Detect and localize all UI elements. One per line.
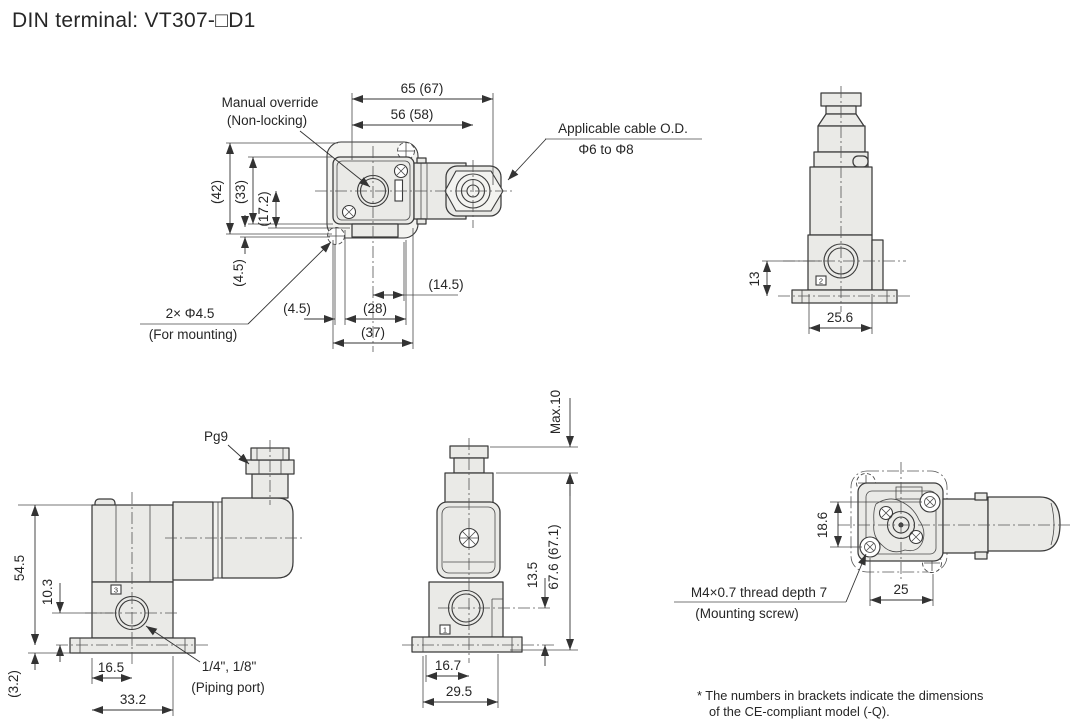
dim-16-7 [426, 655, 469, 682]
footnote [697, 688, 983, 719]
mounting-flange [412, 637, 522, 652]
label-pg9 [204, 429, 249, 464]
coil-tab [975, 552, 987, 559]
indicator-slot [395, 180, 403, 201]
dim-56-58 [352, 107, 473, 125]
dim-4-5-vertical [231, 215, 330, 287]
dim-text: 29.5 [445, 684, 473, 699]
svg-text:Φ6 to Φ8: Φ6 to Φ8 [578, 142, 634, 157]
dim-3-2 [6, 631, 72, 698]
leader-line [846, 554, 866, 602]
dim-54-5 [12, 505, 92, 645]
plug-adapter [173, 502, 213, 580]
view-front [6, 429, 305, 716]
dim-text: (4.5) [283, 301, 311, 316]
port-number: 2 [818, 276, 824, 286]
override-bump [853, 156, 868, 167]
view-side [747, 86, 912, 334]
dim-33 [233, 157, 333, 227]
dim-text: 16.7 [434, 658, 462, 673]
dim-text: 13 [747, 271, 762, 287]
page-title: DIN terminal: VT307-□D1 [12, 9, 256, 32]
dim-text: (33) [233, 179, 248, 205]
dim-text: 16.5 [97, 660, 125, 675]
svg-text:(Piping port): (Piping port) [191, 680, 265, 695]
dim-text: 25.6 [826, 310, 854, 325]
dim-28 [345, 240, 406, 325]
dim-text: (17.2) [256, 191, 271, 227]
dim-text: 56 (58) [390, 107, 434, 122]
mounting-flange [70, 638, 195, 653]
dim-text: 54.5 [12, 554, 27, 582]
dim-text: 65 (67) [400, 81, 444, 96]
svg-text:(Mounting screw): (Mounting screw) [695, 606, 799, 621]
dim-text: (3.2) [6, 670, 21, 698]
bracket-tab [417, 219, 426, 224]
coil-step [943, 499, 988, 553]
dim-14-5 [373, 242, 464, 301]
dim-text: 67.6 (67.1) [546, 524, 561, 590]
dim-text: 33.2 [119, 692, 147, 707]
label-mounting-holes [140, 242, 331, 342]
view-top-plan [140, 81, 702, 352]
cable-gland-hex-nut [445, 171, 503, 211]
dim-text: 25 [893, 582, 909, 597]
armature-neck [818, 126, 865, 152]
dim-67-6 [510, 473, 578, 650]
dim-text: (4.5) [231, 259, 246, 287]
dim-text: Max.10 [548, 389, 563, 435]
dim-text: 18.6 [815, 511, 830, 539]
svg-text:(Non-locking): (Non-locking) [226, 113, 308, 128]
coil-housing [92, 505, 173, 582]
connector-lower-step [352, 224, 398, 237]
dim-text: 13.5 [525, 561, 540, 589]
footnote-line2: of the CE-compliant model (-Q). [709, 704, 890, 719]
view-bottom [674, 462, 1072, 621]
view-front-mid [402, 390, 578, 708]
mounting-flange [792, 290, 897, 303]
footnote-line1: * The numbers in brackets indicate the dimensions [697, 688, 984, 703]
coil-tab [975, 493, 987, 500]
port-number: 1 [442, 625, 448, 635]
dim-16-5 [92, 658, 132, 684]
dim-text: (42) [209, 179, 224, 205]
svg-text:M4×0.7 thread depth 7: M4×0.7 thread depth 7 [690, 585, 828, 600]
dim-text: 10.3 [40, 578, 55, 606]
svg-text:Pg9: Pg9 [203, 429, 229, 444]
svg-text:1/4", 1/8": 1/4", 1/8" [201, 659, 257, 674]
label-mounting-screw [674, 554, 866, 621]
svg-text:2× Φ4.5: 2× Φ4.5 [165, 306, 215, 321]
svg-text:Manual override: Manual override [221, 95, 319, 110]
body-side-tab [872, 240, 883, 290]
dim-text: (28) [362, 301, 388, 316]
port-number: 3 [113, 585, 119, 595]
dim-text: (37) [360, 325, 386, 340]
coil-cylinder [988, 497, 1060, 551]
svg-text:Applicable cable O.D.: Applicable cable O.D. [558, 121, 688, 136]
label-cable-od [508, 121, 702, 180]
leader-line [508, 139, 546, 180]
leader-line [228, 445, 249, 464]
svg-text:(For mounting): (For mounting) [148, 327, 238, 342]
bracket-tab [417, 158, 426, 163]
dim-text: (14.5) [428, 277, 464, 292]
dim-max-10 [490, 390, 578, 496]
